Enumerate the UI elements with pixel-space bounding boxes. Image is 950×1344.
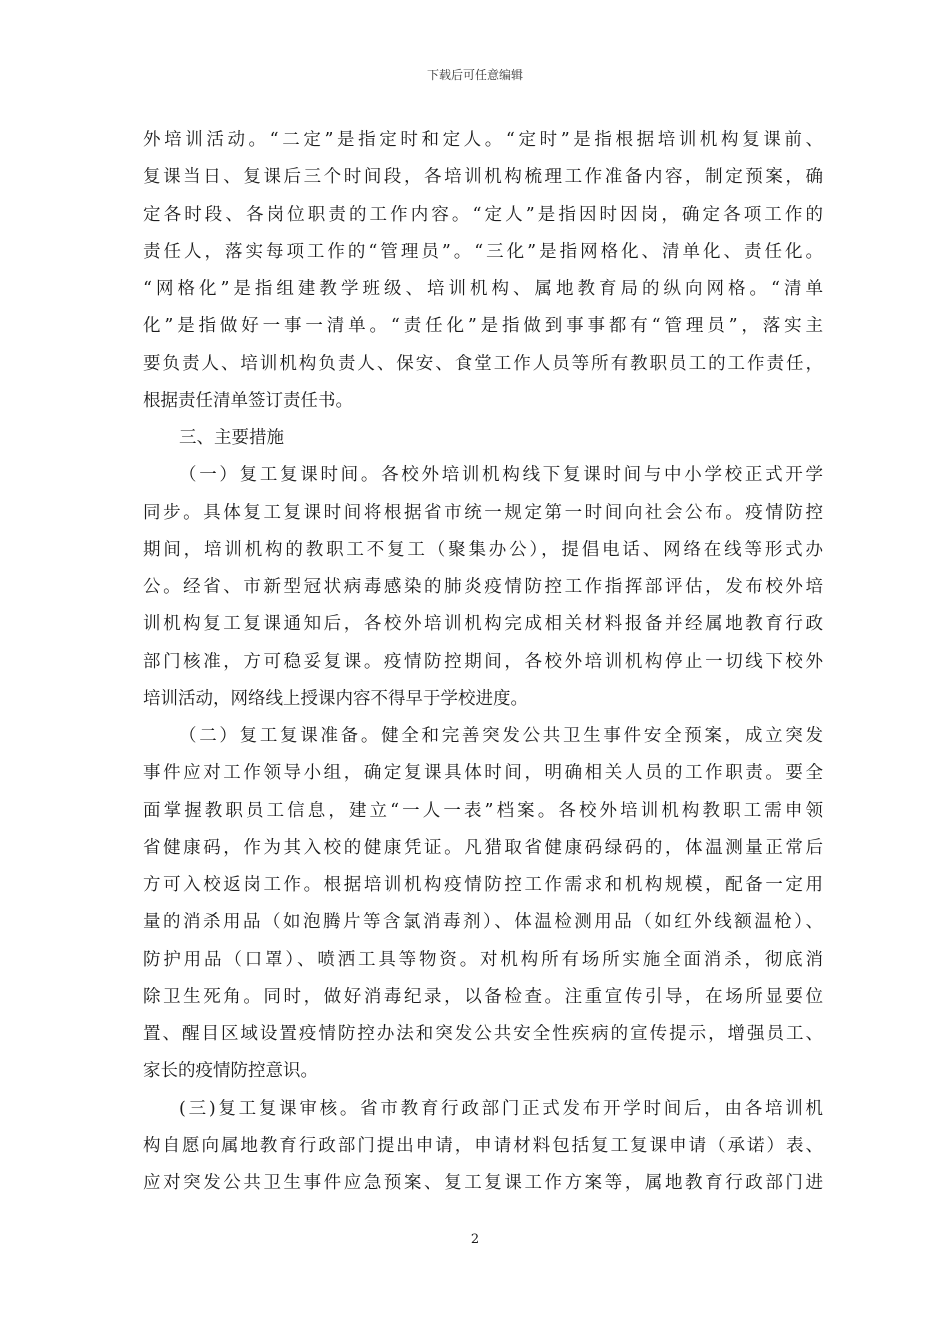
text-line: 期间，培训机构的教职工不复工（聚集办公），提倡电话、网络在线等形式办 [143, 539, 823, 560]
text-line: 训机构复工复课通知后，各校外培训机构完成相关材料报备并经属地教育行政 [143, 614, 823, 635]
text-line: 培训活动，网络线上授课内容不得早于学校进度。 [143, 688, 528, 709]
text-line: 省健康码，作为其入校的健康凭证。凡猎取省健康码绿码的，体温测量正常后 [143, 837, 823, 858]
text-line: (三)复工复课审核。省市教育行政部门正式发布开学时间后，由各培训机 [179, 1098, 823, 1119]
text-line: 置、醒目区域设置疫情防控办法和突发公共安全性疾病的宣传提示，增强员工、 [143, 1024, 823, 1044]
text-line: （二）复工复课准备。健全和完善突发公共卫生事件安全预案，成立突发 [179, 726, 823, 746]
text-line: 同步。具体复工复课时间将根据省市统一规定第一时间向社会公布。疫情防控 [143, 502, 823, 523]
text-line: 防护用品（口罩）、喷洒工具等物资。对机构所有场所实施全面消杀，彻底消 [143, 949, 823, 970]
text-line: 外培训活动。“二定”是指定时和定人。“定时”是指根据培训机构复课前、 [143, 130, 823, 150]
page-header: 下载后可任意编辑 [426, 68, 523, 82]
text-line: “网格化”是指组建教学班级、培训机构、属地教育局的纵向网格。“清单 [143, 279, 823, 299]
text-line: 根据责任清单签订责任书。 [143, 390, 353, 411]
document-body [143, 122, 823, 1202]
text-line: 部门核准，方可稳妥复课。疫情防控期间，各校外培训机构停止一切线下校外 [143, 651, 823, 672]
text-line: （一）复工复课时间。各校外培训机构线下复课时间与中小学校正式开学 [179, 465, 823, 486]
page-number: 2 [470, 1232, 480, 1247]
text-line: 要负责人、培训机构负责人、保安、食堂工作人员等所有教职员工的工作责任， [143, 353, 823, 374]
text-line: 化”是指做好一事一清单。“责任化”是指做到事事都有“管理员”，落实主 [143, 316, 823, 337]
text-line: 面掌握教职员工信息，建立“一人一表”档案。各校外培训机构教职工需申领 [143, 800, 823, 821]
text-line: 家长的疫情防控意识。 [143, 1061, 318, 1082]
text-line: 公。经省、市新型冠状病毒感染的肺炎疫情防控工作指挥部评估，发布校外培 [143, 577, 823, 597]
text-line: 应对突发公共卫生事件应急预案、复工复课工作方案等，属地教育行政部门进 [143, 1173, 823, 1193]
text-line: 构自愿向属地教育行政部门提出申请，申请材料包括复工复课申请（承诺）表、 [143, 1135, 823, 1156]
text-line: 复课当日、复课后三个时间段，各培训机构梳理工作准备内容，制定预案，确 [143, 167, 823, 188]
text-line: 责任人，落实每项工作的“管理员”。“三化”是指网格化、清单化、责任化。 [143, 241, 823, 262]
text-line: 定各时段、各岗位职责的工作内容。“定人”是指因时因岗，确定各项工作的 [143, 204, 823, 225]
text-line: 除卫生死角。同时，做好消毒纪录，以备检查。注重宣传引导，在场所显要位 [143, 986, 823, 1007]
text-line: 三、主要措施 [179, 428, 284, 448]
text-line: 方可入校返岗工作。根据培训机构疫情防控工作需求和机构规模，配备一定用 [143, 875, 823, 895]
text-line: 量的消杀用品（如泡腾片等含氯消毒剂）、体温检测用品（如红外线额温枪）、 [143, 912, 823, 933]
text-line: 事件应对工作领导小组，确定复课具体时间，明确相关人员的工作职责。要全 [143, 763, 823, 784]
